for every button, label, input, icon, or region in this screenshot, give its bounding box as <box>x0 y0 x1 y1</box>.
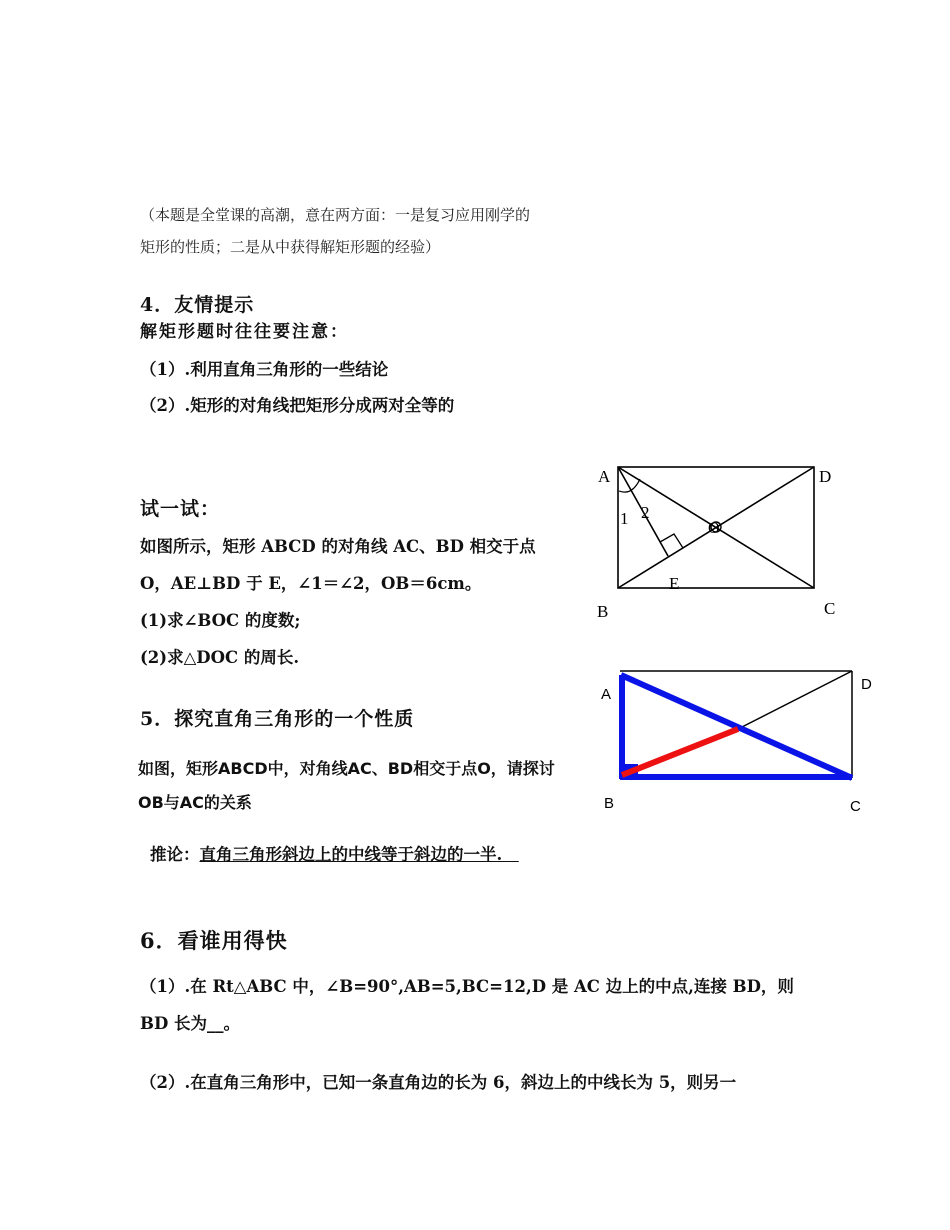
note-line-1: （本题是全堂课的高潮，意在两方面：一是复习应用刚学的 <box>140 206 531 224</box>
try-line-1: 如图所示，矩形 ABCD 的对角线 AC、BD 相交于点 <box>140 537 536 556</box>
section-6-heading: 6．看谁用得快 <box>140 928 288 953</box>
label-angle-1: 1 <box>620 509 629 528</box>
try-question-2: (2)求△DOC 的周长. <box>140 648 300 667</box>
label-a: A <box>601 686 612 703</box>
problem-1-line-2: BD 长为__。 <box>140 1014 240 1033</box>
section-5-line-2: OB与AC的关系 <box>138 793 252 812</box>
section-4-item-1: （1）.利用直角三角形的一些结论 <box>140 360 389 379</box>
section-4-heading: 4．友情提示 <box>140 294 255 316</box>
half-diagonal-od <box>738 671 852 729</box>
conclusion-label: 推论： <box>150 845 200 864</box>
section-5-heading: 5．探究直角三角形的一个性质 <box>140 708 415 730</box>
label-e: E <box>669 574 680 593</box>
label-d: D <box>861 676 872 693</box>
label-angle-2: 2 <box>641 503 650 522</box>
section-5-line-1: 如图，矩形ABCD中，对角线AC、BD相交于点O，请探讨 <box>138 759 555 778</box>
try-question-1: (1)求∠BOC 的度数; <box>140 611 301 630</box>
label-c: C <box>824 599 836 618</box>
label-c: C <box>850 798 861 815</box>
problem-2-line-1: （2）.在直角三角形中，已知一条直角边的长为 6，斜边上的中线长为 5，则另一 <box>140 1073 737 1092</box>
label-b: B <box>597 602 609 621</box>
try-heading: 试一试： <box>140 498 221 520</box>
section-4-item-2: （2）.矩形的对角线把矩形分成两对全等的 <box>140 396 455 415</box>
label-b: B <box>604 795 615 812</box>
try-line-2: O，AE⊥BD 于 E，∠1＝∠2，OB＝6cm。 <box>140 574 482 593</box>
note-line-2: 矩形的性质；二是从中获得解矩形题的经验） <box>140 238 441 256</box>
label-a: A <box>598 467 611 486</box>
problem-1-line-1: （1）.在 Rt△ABC 中，∠B=90°,AB=5,BC=12,D 是 AC 边上的中点,连接 BD，则 <box>140 977 794 996</box>
label-d: D <box>819 467 832 486</box>
conclusion-text: 直角三角形斜边上的中线等于斜边的一半. <box>199 845 519 864</box>
section-4-intro: 解矩形题时往往要注意： <box>140 322 349 342</box>
label-o: O <box>708 520 720 537</box>
median-bo <box>622 729 738 775</box>
